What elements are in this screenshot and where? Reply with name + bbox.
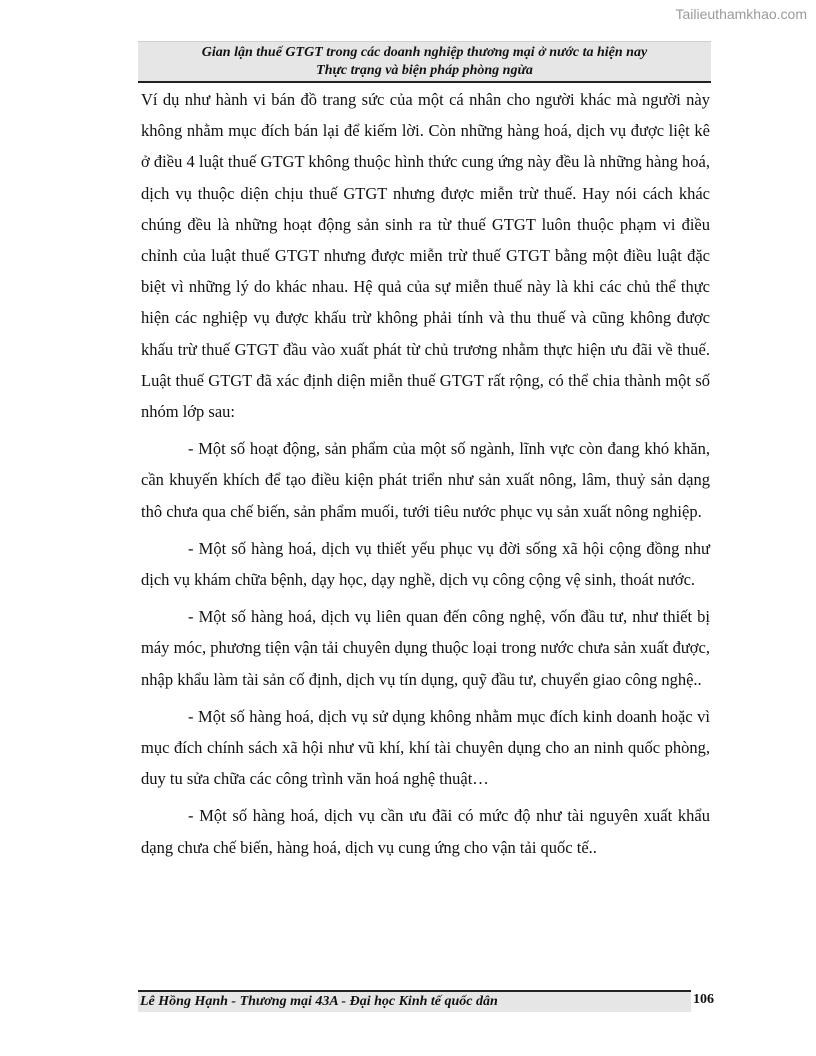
- watermark-text: Tailieuthamkhao.com: [675, 6, 807, 22]
- body-paragraph: Ví dụ như hành vi bán đồ trang sức của một cá nhân cho người khác mà người này không nhằm mục đích bán lại để kiếm lời. Còn những hàng hoá, dịch vụ được liệt kê ở điều 4 luật thuế GTGT không thuộc hình thức cung ứng này đều là những hàng hoá, dịch vụ thuộc diện chịu thuế GTGT nhưng được miễn trừ thuế. Hay nói cách khác chúng đều là những hoạt động sản sinh ra từ thuế GTGT luôn thuộc phạm vi điều chỉnh của luật thuế GTGT nhưng được miễn trừ thuế GTGT bằng một điều luật đặc biệt vì những lý do khác nhau. Hệ quả của sự miễn thuế này là khi các chủ thể thực hiện các nghiệp vụ được khấu trừ không phải tính và thu thuế và cũng không được khấu trừ thuế GTGT đầu vào xuất phát từ chủ trương nhằm thực hiện ưu đãi về thuế. Luật thuế GTGT đã xác định diện miễn thuế GTGT rất rộng, có thể chia thành một số nhóm lớp sau:: [141, 90, 710, 422]
- list-item: - Một số hàng hoá, dịch vụ cần ưu đãi có mức độ như tài nguyên xuất khẩu dạng chưa chế biến, hàng hoá, dịch vụ cung ứng cho vận tải quốc tế..: [141, 806, 710, 857]
- header-title-line2: Thực trạng và biện pháp phòng ngừa: [316, 63, 533, 78]
- page-number: 106: [693, 992, 714, 1007]
- list-item: - Một số hàng hoá, dịch vụ liên quan đến công nghệ, vốn đầu tư, như thiết bị máy móc, phương tiện vận tải chuyên dụng thuộc loại trong nước chưa sản xuất được, nhập khẩu làm tài sản cố định, dịch vụ tín dụng, quỹ đầu tư, chuyển giao công nghệ..: [141, 607, 710, 689]
- header-title-line1: Gian lận thuế GTGT trong các doanh nghiệp thương mại ở nước ta hiện nay: [201, 45, 648, 60]
- document-body: [141, 84, 710, 863]
- footer-author: Lê Hồng Hạnh - Thương mại 43A - Đại học Kinh tế quốc dân: [140, 994, 498, 1009]
- list-item: - Một số hàng hoá, dịch vụ sử dụng không nhằm mục đích kinh doanh hoặc vì mục đích chính sách xã hội như vũ khí, khí tài chuyên dụng cho an ninh quốc phòng, duy tu sửa chữa các công trình văn hoá nghệ thuật…: [141, 706, 710, 789]
- list-item: - Một số hoạt động, sản phẩm của một số ngành, lĩnh vực còn đang khó khăn, cần khuyến khích để tạo điều kiện phát triển như sản xuất nông, lâm, thuỷ sản dạng thô chưa qua chế biến, sản phẩm muối, tưới tiêu nước phục vụ sản xuất nông nghiệp.: [141, 439, 710, 521]
- list-item: - Một số hàng hoá, dịch vụ thiết yếu phục vụ đời sống xã hội cộng đồng như dịch vụ khám chữa bệnh, dạy học, dạy nghề, dịch vụ công cộng vệ sinh, thoát nước.: [141, 538, 710, 590]
- running-footer: [138, 990, 691, 1012]
- running-header: [138, 41, 711, 83]
